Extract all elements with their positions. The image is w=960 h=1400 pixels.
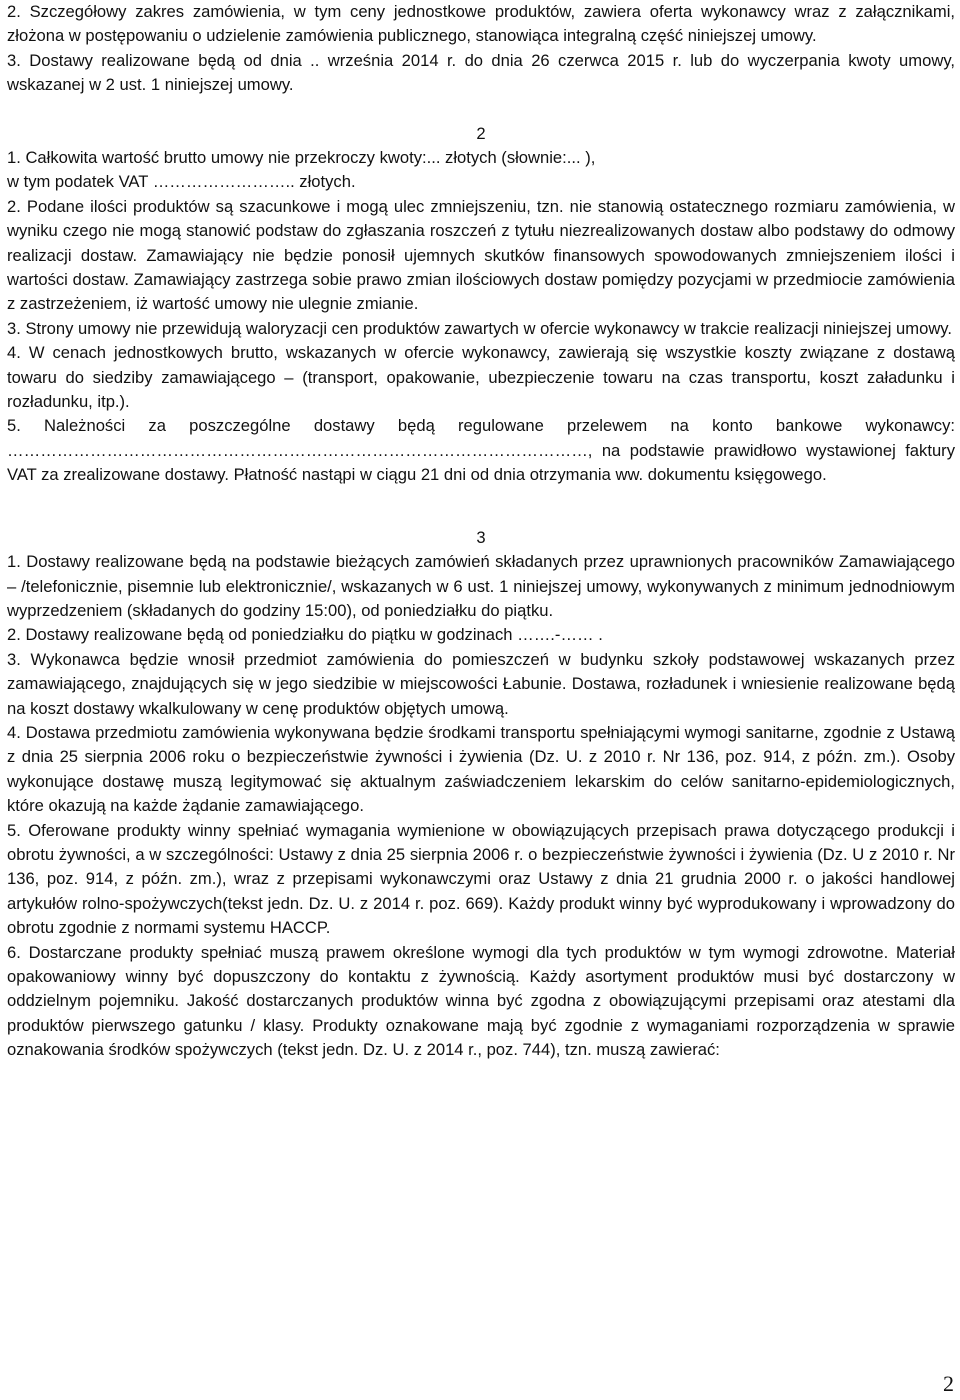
section3-paragraph-5: 5. Oferowane produkty winny spełniać wymagania wymienione w obowiązujących przepisach prawa dotyczącego produkcji i obrotu żywności, a w szczególności: Ustawy z dnia 25 sierpnia 2006 r. o bezpieczeństwie żywności i żywienia (Dz. U z 2010 r. Nr 136, poz. 914, z późn. zm.), wraz z przepisami wykonawczymi oraz Ustawy z dnia 21 grudnia 2000 r. o jakości handlowej artykułów rolno-spożywczych(tekst jedn. Dz. U. z 2014 r. poz. 669). Każdy produkt winny być wyprodukowany i wprowadzony do obrotu zgodnie z normami systemu HACCP.: [7, 820, 955, 938]
paragraph-3-delivery-period: 3. Dostawy realizowane będą od dnia .. września 2014 r. do dnia 26 czerwca 2015 r. lub do wyczerpania kwoty umowy, wskazanej w 2 ust. 1 niniejszej umowy.: [7, 50, 955, 95]
paragraph-2-scope: 2. Szczegółowy zakres zamówienia, w tym ceny jednostkowe produktów, zawiera oferta wykonawcy wraz z załącznikami, złożona w postępowaniu o udzielenie zamówienia publicznego, stanowiąca integralną część niniejszej umowy.: [7, 2, 955, 46]
section-heading-2: 2: [476, 123, 486, 143]
section2-paragraph-vat: w tym podatek VAT …………………….. złotych.: [7, 172, 356, 192]
section3-paragraph-6: 6. Dostarczane produkty spełniać muszą prawem określone wymogi dla tych produktów w tym wymogi zdrowotne. Materiał opakowaniowy winny być dopuszczony do kontaktu z żywnością. Każdy asortyment produktów musi być dostarczony w oddzielnym pojemniku. Jakość dostarczanych produktów winna być zgodna z obowiązującymi przepisami oraz atestami dla produktów pierwszego gatunku / klasy. Produkty oznakowane mają być zgodnie z wymaganiami rozporządzenia w sprawie oznakowania środków spożywczych (tekst jedn. Dz. U. z 2014 r., poz. 744), tzn. muszą zawierać:: [7, 942, 955, 1060]
section3-paragraph-1: 1. Dostawy realizowane będą na podstawie bieżących zamówień składanych przez uprawnionych pracowników Zamawiającego – /telefonicznie, pisemnie lub elektronicznie/, wskazanych w 6 ust. 1 niniejszej umowy, wykonywanych z minimum jednodniowym wyprzedzeniem (składanych do godziny 15:00), od poniedziałku do piątku.: [7, 552, 955, 620]
section2-paragraph-4: 4. W cenach jednostkowych brutto, wskazanych w ofercie wykonawcy, zawierają się wszystkie koszty związane z dostawą towaru do siedziby zamawiającego – (transport, opakowanie, ubezpieczenie towaru na czas transportu, koszt załadunku i rozładunku, itp.).: [7, 343, 955, 412]
section2-paragraph-3: 3. Strony umowy nie przewidują waloryzacji cen produktów zawartych w ofercie wykonawcy w trakcie realizacji niniejszej umowy.: [7, 318, 952, 338]
page-number: 2: [943, 1371, 954, 1396]
section2-paragraph-2: 2. Podane ilości produktów są szacunkowe i mogą ulec zmniejszeniu, tzn. nie stanowią ostatecznego rozmiaru zamówienia, w wyniku czego nie mogą stanowić podstaw do zgłaszania roszczeń z tytułu niezrealizowanych dostaw albo podstawy do odmowy realizacji dostaw. Zamawiający nie będzie ponosił ujemnych skutków finansowych spowodowanych zmniejszeniem ilości i wartości dostaw. Zamawiający zastrzega sobie prawo zmian ilościowych dostaw pomiędzy pozycjami w przedmiocie zamówienia z zastrzeżeniem, iż wartość umowy nie ulegnie zmianie.: [7, 196, 955, 314]
document-page: [7, 0, 955, 1063]
spacer: [7, 98, 955, 122]
section3-paragraph-4: 4. Dostawa przedmiotu zamówienia wykonywana będzie środkami transportu spełniającymi wymogi sanitarne, zgodnie z Ustawą z dnia 25 sierpnia 2006 roku o bezpieczeństwie żywności i żywienia (Dz. U. z 2010 r. Nr 136, poz. 914, z późn. zm.). Osoby wykonujące dostawę muszą legitymować się aktualnym zaświadczeniem lekarskim do celów sanitarno-epidemiologicznych, które okazują na każde żądanie zamawiającego.: [7, 722, 955, 816]
section3-paragraph-3: 3. Wykonawca będzie wnosił przedmiot zamówienia do pomieszczeń w budynku szkoły podstawowej wskazanych przez zamawiającego, znajdujących się w jego siedzibie w miejscowości Łabunie. Dostawa, rozładunek i wniesienie realizowane będą na koszt dostawy wkalkulowany w cenę produktów objętych umową.: [7, 649, 955, 718]
spacer: [7, 488, 955, 526]
section2-paragraph-1: 1. Całkowita wartość brutto umowy nie przekroczy kwoty:... złotych (słownie:... ),: [7, 148, 596, 168]
section3-paragraph-2: 2. Dostawy realizowane będą od poniedziałku do piątku w godzinach …….-…… .: [7, 625, 603, 645]
section2-paragraph-5: 5. Należności za poszczególne dostawy będą regulowane przelewem na konto bankowe wykonawcy: ……………………………………………………………………………………………, na podstawie prawidłowo wystawionej faktury VAT za zrealizowane dostawy. Płatność nastąpi w ciągu 21 dni od dnia otrzymania ww. dokumentu księgowego.: [7, 416, 955, 485]
section-heading-3: 3: [476, 527, 486, 547]
